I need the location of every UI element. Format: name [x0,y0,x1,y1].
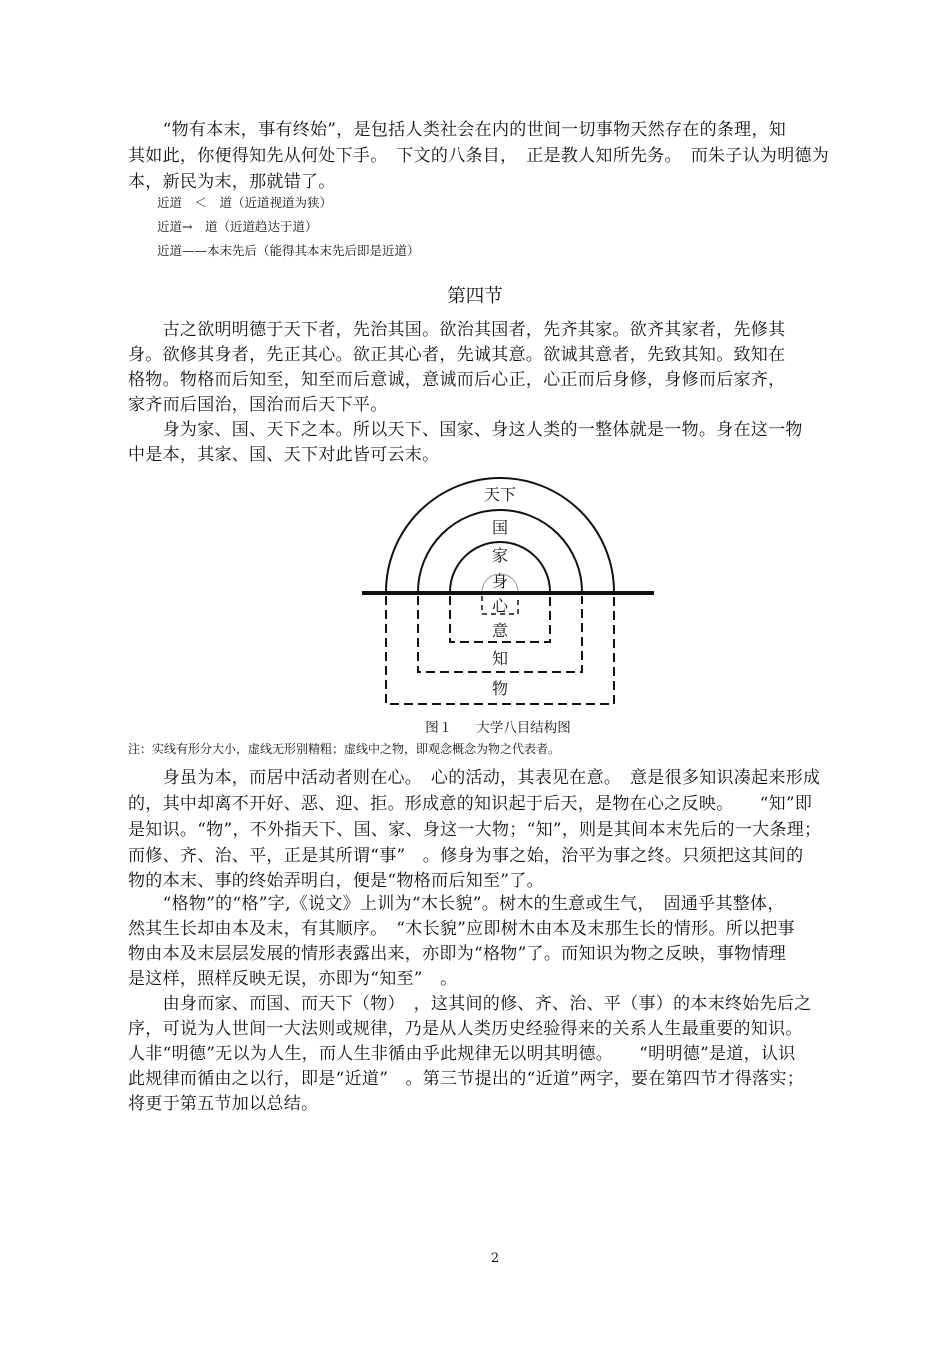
paragraph-line: 中是本，其家、国、天下对此皆可云末。 [128,445,440,465]
paragraph-line: 的，其中却离不开好、恶、迎、拒。形成意的知识起于后天，是物在心之反映。 “知”即 [128,794,813,814]
label-guo: 国 [491,518,509,537]
paragraph-line: 身。欲修其身者，先正其心。欲正其心者，先诚其意。欲诚其意者，先致其知。致知在 [128,345,786,365]
paragraph-line: 而修、齐、治、平，正是其所谓“事” 。修身为事之始，治平为事之终。只须把这其间的 [128,846,804,866]
note-line: 近道 ＜ 道（近道视道为狭） [157,195,333,210]
label-shen: 身 [491,572,509,591]
paragraph-line: 古之欲明明德于天下者，先治其国。欲治其国者，先齐其家。欲齐其家者，先修其 [128,320,786,340]
paragraph-line: 由身而家、而国、而天下（物） ，这其间的修、齐、治、平（事）的本末终始先后之 [128,994,812,1014]
paragraph-line: 身为家、国、天下之本。所以天下、国家、身这人类的一整体就是一物。身在这一物 [128,420,803,440]
paragraph-line: 人非“明德”无以为人生，而人生非循由乎此规律无以明其明德。 “明明德”是道，认识 [128,1044,796,1064]
figure-number: 图１ [425,720,453,736]
paragraph-line: 此规律而循由之以行，即是“近道” 。第三节提出的“近道”两字，要在第四节才得落实； [128,1069,805,1089]
page-number: 2 [490,1251,500,1266]
note-line: 近道→ 道（近道趋达于道） [157,219,318,234]
label-zhi: 知 [491,649,509,668]
paragraph-line: 身虽为本，而居中活动者则在心。 心的活动，其表见在意。 意是很多知识凑起来形成 [128,768,821,788]
paragraph-line: 将更于第五节加以总结。 [128,1094,319,1114]
label-yi: 意 [491,621,509,640]
label-tianxia: 天下 [483,485,517,504]
paragraph-line: 然其生长却由本及末，有其顺序。 “木长貌”应即树木由本及末那生长的情形。所以把事 [128,919,795,939]
paragraph-line: 其如此，你便得知先从何处下手。 下文的八条目， 正是教人知所先务。 而朱子认为明德为 [128,146,830,166]
paragraph-line: 家齐而后国治，国治而后天下平。 [128,395,388,415]
label-wu: 物 [491,679,509,698]
paragraph-line: 是这样，照样反映无误，亦即为“知至” 。 [128,969,458,989]
section-title: 第四节 [447,286,503,307]
paragraph-line: 物由本及末层层发展的情形表露出来，亦即为“格物”了。而知识为物之反映，事物情理 [128,944,787,964]
paragraph-line: “物有本末，事有终始”，是包括人类社会在内的世间一切事物天然存在的条理，知 [128,120,787,140]
note-line: 近道——本末先后（能得其本末先后即是近道） [157,243,420,258]
label-jia: 家 [491,546,509,565]
figure-caption [0,716,950,736]
paragraph-line: 格物。物格而后知至，知至而后意诚，意诚而后心正，心正而后身修，身修而后家齐， [128,370,786,390]
figure-note: 注：实线有形分大小，虚线无形别精粗；虚线中之物，即观念概念为物之代表者。 [128,742,561,756]
paragraph-line: 序，可说为人世间一大法则或规律，乃是从人类历史经验得来的关系人生最重要的知识。 [128,1019,803,1039]
paragraph-line: 本，新民为末，那就错了。 [128,172,336,192]
figure-title: 大学八目结构图 [476,720,571,736]
paragraph-line: 是知识。“物”，不外指天下、国、家、身这一大物；“知”，则是其间本末先后的一大条理； [128,820,822,840]
paragraph-line: “格物”的“格”字,《说文》上训为“木长貌”。树木的生意或生气， 固通乎其整体， [128,894,785,914]
paragraph-line: 物的本末、事的终始弄明白，便是“物格而后知至”了。 [128,871,544,891]
label-xin: 心 [491,596,509,615]
